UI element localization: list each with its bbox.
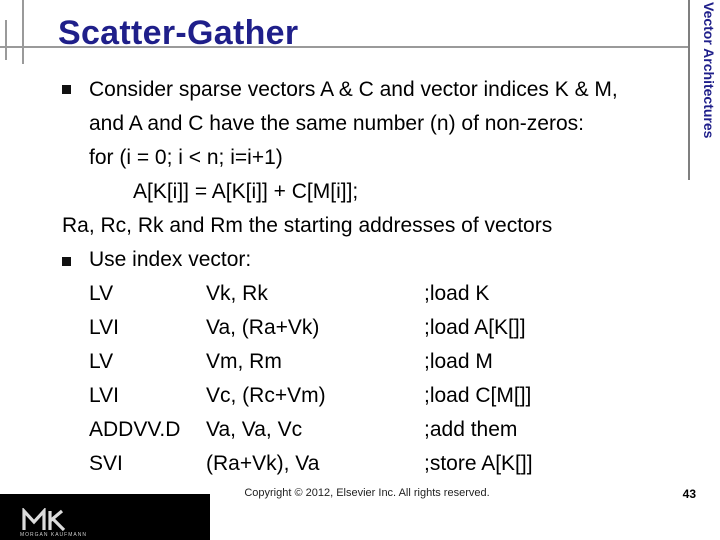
code-args: Vm, Rm: [206, 350, 282, 373]
slide-title: Scatter-Gather: [58, 14, 299, 52]
logo-subtitle: MORGAN KAUFMANN: [20, 532, 87, 538]
code-op: ADDVV.D: [89, 418, 181, 441]
frame-line-vertical: [22, 0, 24, 64]
code-comment: ;store A[K[]]: [424, 452, 533, 475]
code-args: (Ra+Vk), Va: [206, 452, 320, 475]
body-line-5: Ra, Rc, Rk and Rm the starting addresses of vectors: [62, 214, 553, 237]
bullet-square: [62, 257, 71, 266]
body-line-6: Use index vector:: [89, 248, 252, 271]
code-args: Vc, (Rc+Vm): [206, 384, 326, 407]
code-op: LVI: [89, 384, 119, 407]
side-label: Vector Architectures: [701, 2, 717, 139]
code-args: Va, (Ra+Vk): [206, 316, 320, 339]
code-op: LVI: [89, 316, 119, 339]
code-comment: ;load A[K[]]: [424, 316, 526, 339]
page-number: 43: [682, 487, 696, 501]
code-args: Vk, Rk: [206, 282, 268, 305]
copyright-label: Copyright © 2012, Elsevier Inc. All rights reserved.: [244, 487, 490, 499]
side-bar: [688, 0, 720, 180]
publisher-logo: [22, 508, 72, 532]
code-args: Va, Va, Vc: [206, 418, 303, 441]
code-op: LV: [89, 282, 114, 305]
body-line-4: A[K[i]] = A[K[i]] + C[M[i]];: [133, 180, 359, 203]
code-comment: ;load K: [424, 282, 490, 305]
copyright-text: [0, 487, 720, 499]
body-line-1: Consider sparse vectors A & C and vector indices K & M,: [89, 78, 618, 101]
body-line-2: and A and C have the same number (n) of non-zeros:: [89, 112, 584, 135]
frame-line-vertical-short: [5, 20, 7, 60]
bullet-square: [62, 85, 71, 94]
body-line-3: for (i = 0; i < n; i=i+1): [89, 146, 283, 169]
code-op: SVI: [89, 452, 123, 475]
code-comment: ;add them: [424, 418, 518, 441]
code-comment: ;load M: [424, 350, 493, 373]
code-comment: ;load C[M[]]: [424, 384, 532, 407]
code-op: LV: [89, 350, 114, 373]
